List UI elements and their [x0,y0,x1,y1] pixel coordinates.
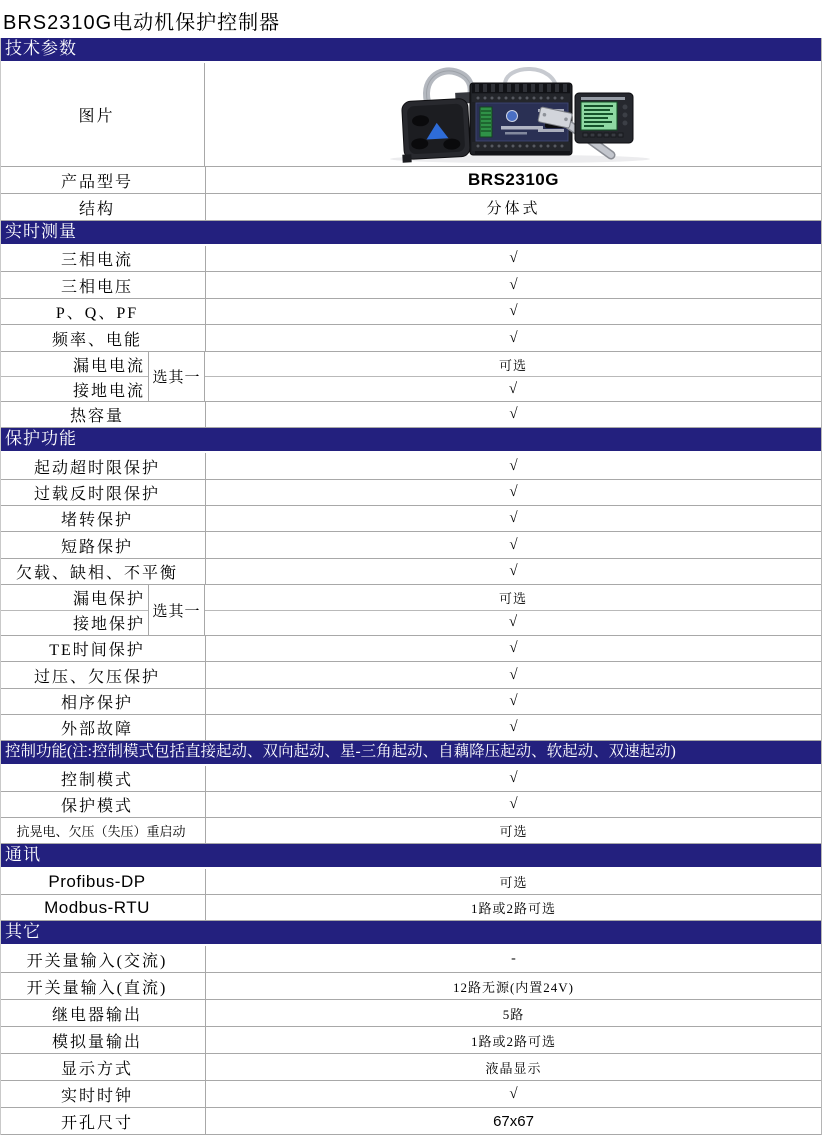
row-value: - [511,951,516,966]
row-label: 过载反时限保护 [1,480,206,505]
row-label: 过压、欠压保护 [1,662,206,688]
spec-row [1,792,821,818]
row-label: 相序保护 [1,689,206,714]
check-mark: √ [509,406,518,422]
row-label: 三相电压 [1,272,206,298]
check-mark: √ [509,796,518,812]
choice-label: 接地保护 [72,616,145,634]
row-label: 短路保护 [1,532,206,558]
spec-row [1,194,821,221]
spec-row [1,325,821,352]
row-label: 欠载、缺相、不平衡 [1,559,206,584]
row-label: 结构 [1,194,206,220]
spec-row [1,506,821,532]
check-mark: √ [509,1085,518,1102]
choice-labels [1,585,149,635]
choice-row [1,352,821,402]
check-mark: √ [509,770,518,786]
row-value: 1路或2路可选 [470,901,556,916]
spec-row [1,946,821,973]
spec-row [1,272,821,299]
row-value: 可选 [499,824,528,839]
row-value: 1路或2路可选 [470,1033,556,1049]
row-label: 保护模式 [1,792,206,817]
spec-row [1,167,821,194]
brand-logo-mark [507,111,518,122]
check-mark: √ [509,719,518,735]
check-mark: √ [509,693,518,709]
row-label: 图片 [1,63,205,166]
row-label: 堵转保护 [1,506,206,531]
spec-row [1,1027,821,1054]
row-label: P、Q、PF [1,299,206,324]
section-bar-protection: 保护功能 [1,428,821,453]
row-value: 可选 [499,875,528,890]
choice-selector: 选其一 [149,585,205,635]
spec-row [1,818,821,844]
check-mark: √ [509,666,518,683]
check-mark: √ [509,457,518,474]
spec-row [1,662,821,689]
spec-row [1,715,821,741]
row-label: TE时间保护 [1,636,206,661]
spec-row [1,453,821,480]
section-bar-communication: 通讯 [1,844,821,869]
row-value: 12路无源(内置24V) [452,979,575,995]
choice-labels [1,352,149,401]
row-label: 抗晃电、欠压（失压）重启动 [1,818,206,843]
row-value: 5路 [502,1006,525,1022]
row-label: 实时时钟 [1,1081,206,1107]
product-photo [205,63,821,166]
spec-row [1,636,821,662]
row-value: 液晶显示 [485,1060,542,1076]
choice-label: 接地电流 [72,382,145,400]
spec-row [1,1000,821,1027]
check-mark: √ [509,329,518,346]
row-label: 外部故障 [1,715,206,740]
row-value: 67x67 [493,1112,534,1130]
spec-row [1,532,821,559]
spec-row [1,559,821,585]
section-bar-control: 控制功能(注:控制模式包括直接起动、双向起动、星-三角起动、自藕降压起动、软起动、双速起动) [1,741,821,766]
row-label: 热容量 [1,402,206,427]
row-label: 频率、电能 [1,325,206,351]
check-mark: √ [509,303,518,319]
choice-values [205,352,821,401]
row-label: 开关量输入(交流) [1,946,206,972]
choice-value: √ [508,614,518,631]
display-panel [575,93,633,143]
check-mark: √ [509,563,518,579]
spec-row [1,689,821,715]
section-bar-realtime: 实时测量 [1,221,821,246]
choice-row [1,585,821,636]
ct-sensor [399,92,473,163]
spec-row [1,895,821,921]
row-label: 三相电流 [1,246,206,271]
check-mark: √ [509,276,518,293]
page-title: BRS2310G电动机保护控制器 [3,12,281,34]
spec-row [1,766,821,792]
choice-values [205,585,821,635]
row-value: BRS2310G [468,170,559,189]
spec-row [1,869,821,895]
row-label: 开关量输入(直流) [1,973,206,999]
choice-label: 漏电电流 [1,352,148,377]
row-value: 分体式 [486,200,541,217]
row-label: 继电器输出 [1,1000,206,1026]
choice-value: 可选 [205,585,821,611]
row-value [205,63,821,166]
check-mark: √ [509,640,518,656]
check-mark: √ [509,536,518,553]
check-mark: √ [509,510,518,526]
choice-value: √ [508,380,518,397]
spec-row-picture [1,63,821,167]
row-label: 模拟量输出 [1,1027,206,1053]
spec-row [1,246,821,272]
spec-table [0,38,822,1135]
spec-row [1,1054,821,1081]
section-bar-tech-params: 技术参数 [1,38,821,63]
spec-row [1,1081,821,1108]
row-label: Modbus-RTU [1,895,206,920]
section-bar-others: 其它 [1,921,821,946]
spec-row [1,299,821,325]
row-label: 产品型号 [1,167,206,193]
spec-row [1,402,821,428]
check-mark: √ [509,250,518,266]
choice-value: 可选 [205,352,821,377]
check-mark: √ [509,484,518,500]
spec-row [1,973,821,1000]
row-label: Profibus-DP [1,869,206,894]
row-label: 控制模式 [1,766,206,791]
choice-label: 漏电保护 [1,585,148,611]
row-label: 开孔尺寸 [1,1108,206,1134]
row-label: 起动超时限保护 [1,453,206,479]
choice-selector: 选其一 [149,352,205,401]
spec-row [1,480,821,506]
row-label: 显示方式 [1,1054,206,1080]
